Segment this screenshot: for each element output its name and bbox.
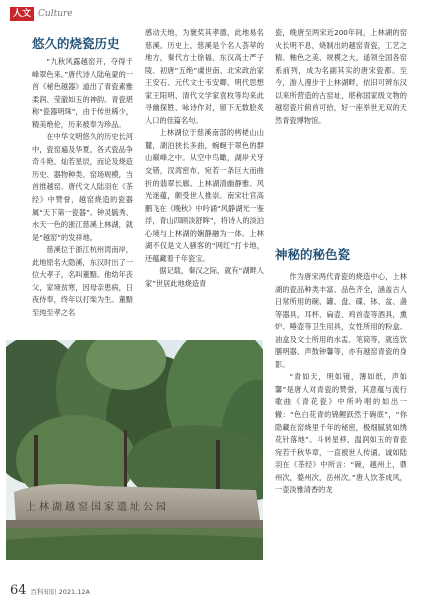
section-header xyxy=(10,7,73,21)
paragraph: 感动天地，为褒奖其孝德，此地易名慈溪。历史上，慈溪是个名人荟萃的地方，秦代方士徐福、东汉高士严子陵、初唐“五绝”虞世南、北宋政治家王安石、元代文士韦安卿、明代思想家王阳明、清代文学家袁枚等均来此寻幽探胜、咏诗作对，留下无数脍炙人口的佳篇名句。 xyxy=(145,28,264,125)
heritage-park-photo xyxy=(6,340,263,560)
section-title-mise: 神秘的秘色瓷 xyxy=(275,247,351,262)
section-title-history: 悠久的烧瓷历史 xyxy=(32,36,120,51)
paragraph: 上林湖位于慈溪南部的栲栳山山麓，湖泊狭长多曲，蜿蜒于翠色的群山巅峰之中。从空中鸟瞰，湖岸犬牙交错，汊湾密布，宛若一条巨大而曲折的翡翠长廊。上林湖清幽静雅、风光迷蕴，颇受世人推崇。南宋壮官高鹏飞在《晚秋》中吟诵“风静湖光一鉴浮，青山四顾淡舒眸”，将诗人的淡泊心境与上林湖的娴静融为一体。上林湖不仅是文人骚客的“网红”打卡地，还蕴藏着千年瓷宝。 xyxy=(145,128,264,263)
magazine-issue: 百科知识 2021.12A xyxy=(30,588,90,596)
paragraph: 在中华文明悠久的历史长河中，瓷窑遍及华夏，各式瓷品争奇斗艳、灿若星辰，而论及烧造历史、器物种类、窑场规模，当首推越窑。唐代文人陆羽在《茶经》中赞誉，越窑烧造的瓷器属“天下第一瓷器”。钟灵毓秀、水天一色的浙江慈溪上林湖，就是“越窑”的发祥地。 xyxy=(32,132,133,242)
paragraph: 据记载，秦汉之际，就有“湖畔人家”世居此地烧造青 xyxy=(145,266,264,288)
paragraph: “九秋风露越窑开，夺得千峰翠色来。”唐代诗人陆龟蒙的一首《秘色越器》道出了青瓷素雅柔润、莹澈如玉的神韵。青瓷堪称“瓷器明珠”，由于传世稀少，精美绝伦，历来被奉为珍品。 xyxy=(32,57,133,129)
paragraph: 瓷，晚唐至两宋近200年间，上林湖的窑火长明不息，烧制出的越窑青瓷，工艺之精、釉色之美、规模之大，遥领全国各窑系前列，成为名副其实的唐宋瓷都。至今，游人漫步于上林湖畔，依旧可辨东汉以来所营造的古窑址，堪称国家级文物的越窑瓷片俯首可拾，好一座举世无双的天然青瓷博物馆。 xyxy=(275,28,407,125)
paragraph: “青如天，明如镜，薄如纸，声如馨”是唐人对青瓷的赞誉，其意蕴与流行歌曲《青花瓷》中所吟唱的如出一辙：“色白花青的锦鲤跃然于碗底”，“你隐藏在窑烧里千年的秘密，极细腻犹如绣花针落地”。斗转星移，温润如玉的青瓷宛若千秋华章，一直被世人传诵。诚如陆羽在《茶经》中所言：“碗，越州上，鼎州次，婺州次，岳州次。”唐人饮茶成风，一壶淡雅清香的龙 xyxy=(275,372,407,495)
paragraph: 慈溪位于浙江杭州湾南岸，此地原名大隐溪，东汉时出了一位大孝子，名叫董黯。他幼年丧父，家境贫寒，因母亲患病，日夜侍奉，终年以打柴为生。董黯至纯至孝之名 xyxy=(32,245,133,317)
page-footer xyxy=(10,583,90,598)
article-column-3 xyxy=(275,27,407,127)
article-column-2 xyxy=(145,27,264,290)
page-number: 64 xyxy=(10,583,27,598)
section-tag: 人文 xyxy=(10,7,34,21)
stone-inscription: 上林湖越窑国家遗址公园 xyxy=(26,502,169,513)
section-tag-en: Culture xyxy=(38,9,73,19)
article-column-3b xyxy=(275,271,407,497)
article-column-1 xyxy=(32,56,133,319)
paragraph: 作为唐宋两代青瓷的烧造中心，上林湖的瓷品种类丰富、品色齐全，涵盖古人日常所用的碗、罐、盘、碟、钵、盆、盏等器具，耳杯、扁壶、鸡首壶等酒具，熏炉、唾壶等卫生用具，女性所用的粉盒、油盒及文士所用的水盂、笔筒等，就连饮膳明器、声鼓钟馨等，亦有越窑青瓷的身影。 xyxy=(275,272,407,369)
